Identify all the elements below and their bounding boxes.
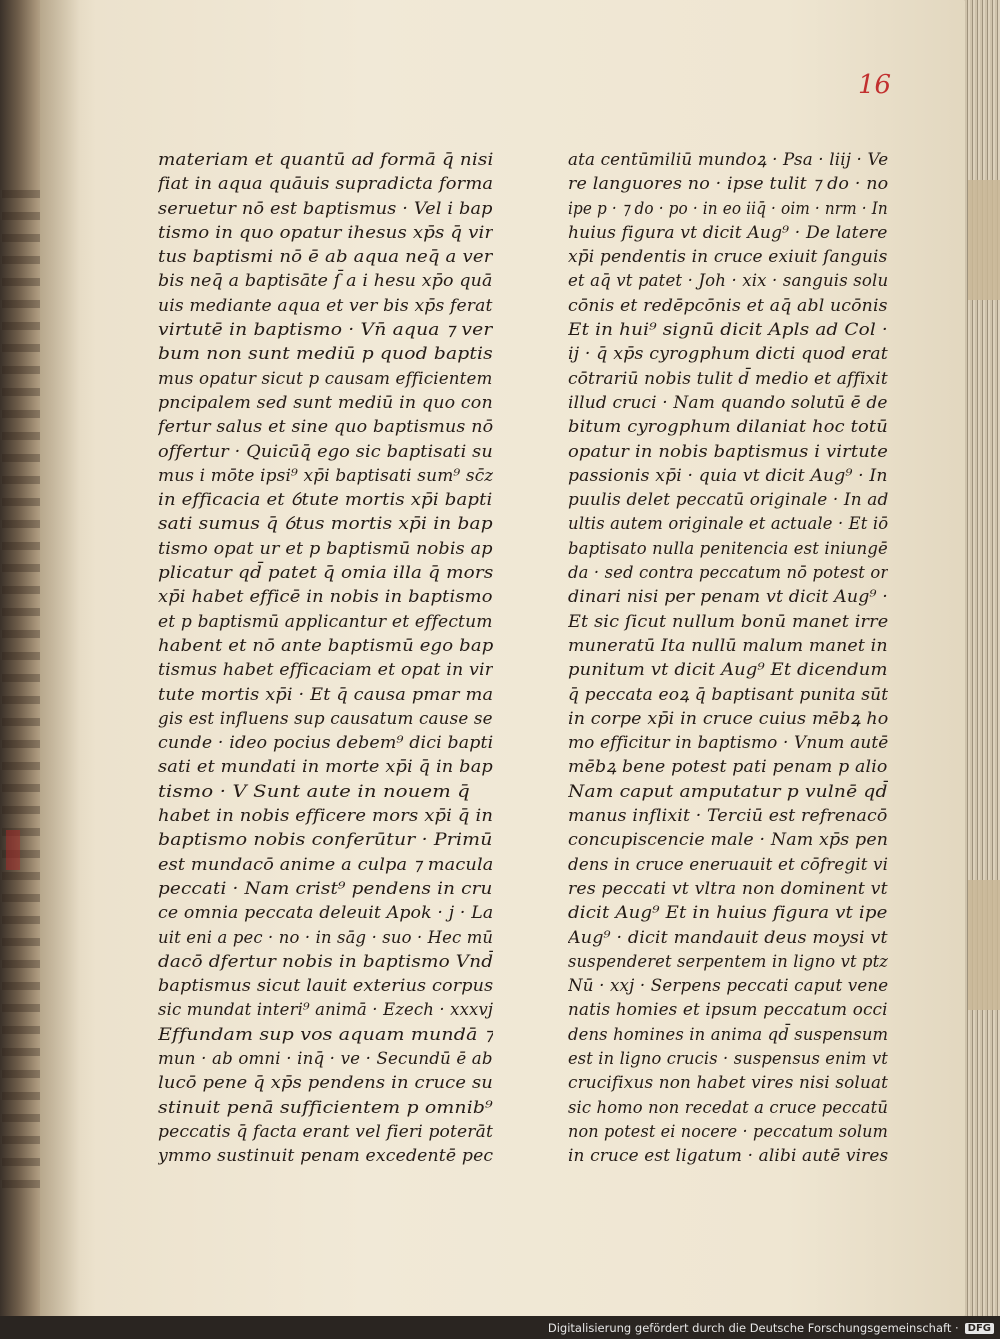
left-column-line: fertur salus et sine quo baptismus nō [158,417,493,438]
right-column-line: puulis delet peccatū originale · In ad [568,490,888,511]
right-column-line: manus inflixit · Terciū est refrenacō [568,806,888,827]
right-column-line: dens in cruce eneruauit et cōfregit vi [568,854,888,875]
right-column-line: ata centūmiliū mundoꝝ · Psa · liij · Ve [568,150,888,170]
right-column-line: mo efficitur in baptismo · Vnum autē [568,733,888,754]
dfg-logo: DFG [965,1323,994,1334]
right-column-line: re languores no · ipse tulit ⁊ do · no [568,174,888,195]
right-column-line: q̄ peccata eoꝝ q̄ baptisant punita sūt [568,684,888,705]
right-column-line: Nū · xxj · Serpens peccati caput vene [568,976,888,997]
right-column-line: est in ligno crucis · suspensus enim vt [568,1048,888,1069]
paper-slip-lower [968,880,1000,1010]
right-column-line: dicit Aug⁹ Et in huius figura vt ipe [568,903,888,924]
right-column-line: huius figura vt dicit Aug⁹ · De latere [568,222,888,243]
left-column-line: in efficacia et ỽtute mortis xp̄i bapti [158,490,493,511]
left-column-line: mus i mōte ipsi⁹ xp̄i baptisati sum⁹ sc̄z [158,465,493,486]
left-column-line: offertur · Quicūq̄ ego sic baptisati su [158,441,493,462]
left-column-line: pncipalem sed sunt mediū in quo con [158,392,493,413]
folio-number: 16 [858,70,892,100]
digitization-credit [548,1318,994,1338]
text-column-left [158,148,493,1168]
right-column-line: punitum vt dicit Aug⁹ Et dicendum [568,660,888,681]
facing-page-text-fragment [2,190,42,1190]
right-column-line: cōtrariū nobis tulit d̄ medio et affixit [568,368,888,389]
right-column-line: sic homo non recedat a cruce peccatū [568,1097,888,1118]
left-column-line: et p baptismū applicantur et effectum [158,611,493,632]
left-column-line: mus opatur sicut p causam efficientem [158,368,493,389]
left-column-line: plicatur qd̄ patet q̄ omia illa q̄ mors [158,563,493,584]
left-column-line: habent et nō ante baptismū ego bap [158,635,493,656]
left-column-line: uit eni a pec · no · in sāg · suo · Hec mū [158,927,493,948]
right-column-line: ipe p · ⁊ do · po · in eo iiq̄ · oim · nrm · In [568,198,888,219]
right-column-line: passionis xp̄i · quia vt dicit Aug⁹ · In [568,465,888,486]
right-column-line: suspenderet serpentem in ligno vt ptz [568,951,888,972]
facing-page-rubric-mark [6,830,20,870]
left-column-line: tismo in quo opatur ihesus xp̄s q̄ vir [158,222,493,243]
right-column-line: Aug⁹ · dicit mandauit deus moysi vt [568,927,888,948]
left-column-line: bis neq̄ a baptisāte ſ̄ a i hesu xp̄o quā [158,271,493,292]
right-column-line: ultis autem originale et actuale · Et iō [568,514,888,535]
right-column-line: et aq̄ vt patet · Joh · xix · sanguis solu [568,271,888,292]
right-column-line: res peccati vt vltra non dominent vt [568,878,888,899]
left-column-line: sic mundat interi⁹ animā · Ezech · xxxvj [158,1000,493,1021]
right-column-line: opatur in nobis baptismus i virtute [568,441,888,462]
left-column-line: sati et mundati in morte xp̄i q̄ in bap [158,757,493,778]
left-column-line: baptismo nobis conferūtur · Primū [158,830,493,851]
left-column-line: sati sumus q̄ ỽtus mortis xp̄i in bap [158,514,493,535]
page-gutter-shadow [40,0,80,1316]
right-column-line: concupiscencie male · Nam xp̄s pen [568,830,888,851]
right-column-line: Et in hui⁹ signū dicit Apls ad Col · [568,320,888,341]
right-column-line: da · sed contra peccatum nō potest or [568,563,888,584]
left-column-line: peccati · Nam crist⁹ pendens in cru [158,878,493,899]
right-column-line: in corpe xp̄i in cruce cuius mēbꝝ ho [568,708,888,729]
right-column-line: ij · q̄ xp̄s cyrogphum dicti quod erat [568,344,888,365]
left-column-line: cunde · ideo pocius debem⁹ dici bapti [158,733,493,754]
right-column-line: bitum cyrogphum dilaniat hoc totū [568,417,888,438]
right-column-line: muneratū Ita nullū malum manet in [568,635,888,656]
right-column-line: baptisato nulla penitencia est iniungē [568,538,888,559]
left-column-line: mun · ab omni · inq̄ · ve · Secundū ē ab [158,1048,493,1069]
credit-text: Digitalisierung gefördert durch die Deutsche Forschungsgemeinschaft · [547,1321,959,1335]
left-column-line: est mundacō anime a culpa ⁊ macula [158,854,493,875]
right-column-line: crucifixus non habet vires nisi soluat [568,1073,888,1094]
left-column-line: dacō dfertur nobis in baptismo Vnd̄ [158,951,493,972]
left-column-line: peccatis q̄ facta erant vel fieri poterāt [158,1121,493,1142]
right-column-line: dens homines in anima qd̄ suspensum [568,1024,888,1045]
left-column-line: tismo opat ur et p baptismū nobis ap [158,538,493,559]
left-column-line: tute mortis xp̄i · Et q̄ causa pmar ma [158,684,493,705]
left-column-line: virtutē in baptismo · Vn̄ aqua ⁊ ver [158,320,493,341]
right-column-line: cōnis et redēpcōnis et aq̄ abl ucōnis [568,295,888,316]
left-column-line: tismo · V Sunt aute in nouem q̄ [158,781,470,802]
right-column-line: natis homies et ipsum peccatum occi [568,1000,888,1021]
paper-slip-upper [968,180,1000,300]
left-column-line: fiat in aqua quāuis supradicta forma [158,174,493,195]
right-column-line: mēbꝝ bene potest pati penam p alio [568,757,888,778]
left-column-line: Effundam sup vos aquam mundā ⁊ [158,1024,493,1045]
left-column-line: lucō pene q̄ xp̄s pendens in cruce su [158,1073,493,1094]
text-column-right [568,148,888,1168]
right-column-line: in cruce est ligatum · alibi autē vires [568,1146,888,1167]
left-column-line: stinuit penā sufficientem p omnib⁹ [158,1097,493,1118]
left-column-line: habet in nobis efficere mors xp̄i q̄ in [158,806,493,827]
right-column-line: Et sic ſicut nullum bonū manet irre [568,611,888,632]
left-column-line: tus baptismi nō ē ab aqua neq̄ a ver [158,247,493,268]
left-column-line: uis mediante aqua et ver bis xp̄s ferat [158,295,493,316]
left-column-line: bum non sunt mediū p quod baptis [158,344,493,365]
right-column-line: dinari nisi per penam vt dicit Aug⁹ · [568,587,888,608]
left-column-line: baptismus sicut lauit exterius corpus [158,976,493,997]
right-column-line: illud cruci · Nam quando solutū ē de [568,392,888,413]
left-column-line: materiam et quantū ad formā q̄ nisi [158,150,493,170]
right-column-line: Nam caput amputatur p vulnē qd̄ [568,781,888,802]
right-column-line: non potest ei nocere · peccatum solum [568,1121,888,1142]
left-column-line: seruetur nō est baptismus · Vel i bap [158,198,493,219]
left-column-line: tismus habet efficaciam et opat in vir [158,660,493,681]
left-column-line: ce omnia peccata deleuit Apok · j · La [158,903,493,924]
left-column-line: ymmo sustinuit penam excedentē pec [158,1146,493,1167]
right-column-line: xp̄i pendentis in cruce exiuit ſanguis [568,247,888,268]
left-column-line: gis est influens sup causatum cause se [158,708,493,729]
left-column-line: xp̄i habet efficē in nobis in baptismo [158,587,493,608]
